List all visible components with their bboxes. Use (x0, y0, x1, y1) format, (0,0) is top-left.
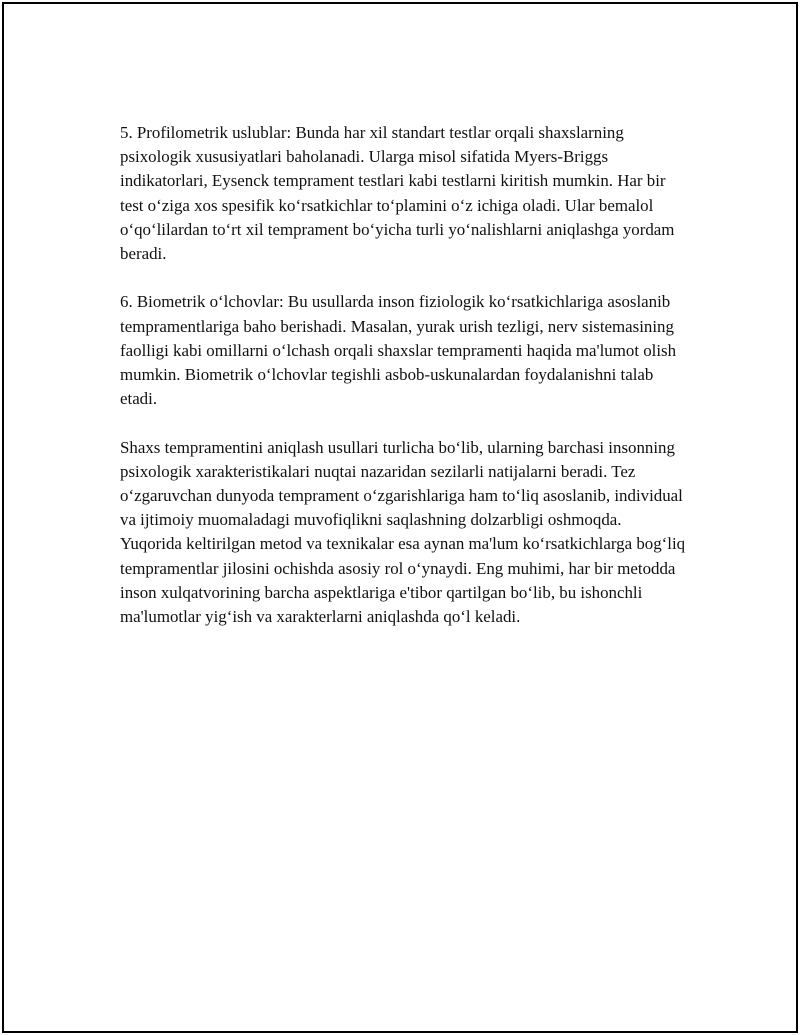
paragraph-biometric-measurements: 6. Biometrik o‘lchovlar: Bu usullarda inson fiziologik ko‘rsatkichlariga asoslanib tempramentlariga baho berishadi. Masalan, yurak urish tezligi, nerv sistemasining faolligi kabi omillarni o‘lchash orqali shaxslar tempramenti haqida ma'lumot olish mumkin. Biometrik o‘lchovlar tegishli asbob-uskunalardan foydalanishni talab etadi. (120, 292, 677, 409)
document-page (2, 2, 798, 1033)
paragraph-conclusion: Shaxs tempramentini aniqlash usullari turlicha bo‘lib, ularning barchasi insonning psixologik xarakteristikalari nuqtai nazaridan sezilarli natijalarni beradi. Tez o‘zgaruvchan dunyoda temprament o‘zgarishlariga ham to‘liq asoslanib, individual va ijtimoiy muomaladagi muvofiqlikni saqlashning dolzarbligi oshmoqda. Yuqorida keltirilgan metod va texnikalar esa aynan ma'lum ko‘rsatkichlarga bog‘liq tempramentlar jilosini ochishda asosiy rol o‘ynaydi. Eng muhimi, har bir metodda inson xulqatvorining barcha aspektlariga e'tibor qartilgan bo‘lib, bu ishonchli ma'lumotlar yig‘ish va xarakterlarni aniqlashda qo‘l keladi. (120, 437, 686, 627)
document-body (120, 121, 686, 629)
paragraph-profilometric-methods: 5. Profilometrik uslublar: Bunda har xil standart testlar orqali shaxslarning psixologik xususiyatlari baholanadi. Ularga misol sifatida Myers-Briggs indikatorlari, Eysenck temprament testlari kabi testlarni kiritish mumkin. Har bir test o‘ziga xos spesifik ko‘rsatkichlar to‘plamini o‘z ichiga oladi. Ular bemalol o‘qo‘lilardan to‘rt xil temprament bo‘yicha turli yo‘nalishlarni aniqlashga yordam beradi. (120, 123, 675, 264)
